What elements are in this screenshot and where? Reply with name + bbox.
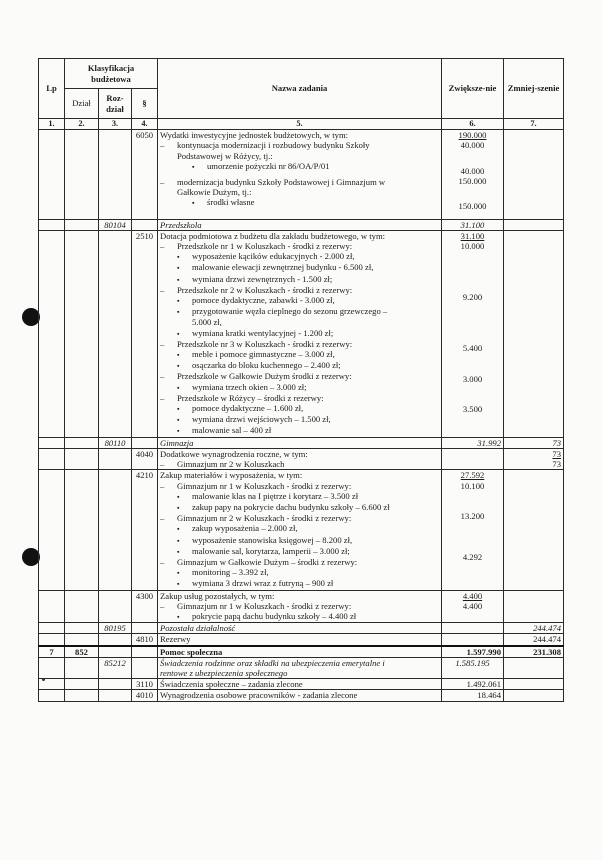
column-number-row xyxy=(39,119,564,130)
row-80104 xyxy=(39,219,564,230)
header-lp: Lp xyxy=(39,59,65,119)
colnum-3: 3. xyxy=(99,119,132,130)
task-description: Zakup usług pozostałych, w tym: – Gimnazjum nr 1 w Koluszkach - środki z rezerwy: ▪ pokrycie papą dachu budynku szkoły – 4.400 zł xyxy=(158,590,442,623)
row-85212 xyxy=(39,657,564,678)
rozdzial-name: Przedszkola xyxy=(158,219,442,230)
task-description: Dotacja podmiotowa z budżetu dla zakładu budżetowego, w tym: – Przedszkole nr 1 w Koluszkach - środki z rezerwy: ▪ wyposażenie kącików edukacyjnych - 2.000 zł, ▪ malowanie elewacji zewnętrznej budynku - 6.500 zł, ▪ wymiana drzwi zewnętrznych - 1.500 zł; – Przedszkole nr 2 w Koluszkach - środki z rezerwy: ▪ pomoce dydaktyczne, zabawki - 3.000 zł, ▪ przygotowanie węzła cieplnego do sezonu grzewczego – 5.000 zł, ▪ wymiana kratki wentylacyjnej - 1.200 zł; – Przedszkole nr 3 w Koluszkach - środki z rezerwy: ▪ meble i pomoce gimnastyczne – 3.000 zł, ▪ osączarka do bloku kuchennego – 2.400 zł; – Przedszkole w Gałkowie Dużym środki z rezerwy: ▪ wymiana trzech okien – 3.000 zł; – Przedszkole w Różycy – środki z rezerwy: ▪ pomoce dydaktyczne – 1.600 zł, ▪ wymiana drzwi wejściowych – 1.500 zł, ▪ malowanie sal – 400 zł xyxy=(158,230,442,437)
increase-values: 31.100 10.000 9.200 5.400 3.000 3.500 xyxy=(442,230,504,437)
increase-value: 31.100 xyxy=(442,219,504,230)
header-row xyxy=(39,59,564,89)
budget-table xyxy=(38,58,564,702)
task-name: Wynagrodzenia osobowe pracowników - zadania zlecone xyxy=(158,690,442,701)
header-klasyfikacja: Klasyfikacja budżetowa xyxy=(65,59,158,89)
paragraph-code: 4210 xyxy=(132,470,158,590)
colnum-1: 1. xyxy=(39,119,65,130)
paragraph-code: 4300 xyxy=(132,590,158,623)
row-4010 xyxy=(39,690,564,701)
row-2510 xyxy=(39,230,564,437)
header-zmniejszenie: Zmniej-szenie xyxy=(504,59,564,119)
decrease-value: 73 xyxy=(504,437,564,448)
lp-value: 7 xyxy=(39,646,65,658)
colnum-5: 5. xyxy=(158,119,442,130)
header-zwiekszenie: Zwiększe-nie xyxy=(442,59,504,119)
dzial-code: 852 xyxy=(65,646,99,658)
row-4810 xyxy=(39,634,564,646)
rozdzial-code: 80195 xyxy=(99,623,132,634)
colnum-4: 4. xyxy=(132,119,158,130)
row-6050 xyxy=(39,130,564,219)
decrease-value: 244.474 xyxy=(504,634,564,646)
decrease-value: 231.308 xyxy=(504,646,564,658)
row-4300 xyxy=(39,590,564,623)
task-name: Rezerwy xyxy=(158,634,442,646)
colnum-7: 7. xyxy=(504,119,564,130)
increase-value: 1.492.061 xyxy=(442,679,504,690)
increase-values: 27.592 10.100 13.200 4.292 xyxy=(442,470,504,590)
colnum-6: 6. xyxy=(442,119,504,130)
header-paragraf: § xyxy=(132,89,158,119)
increase-values: 190.000 40.000 40.000 150.000 150.000 xyxy=(442,130,504,219)
decrease-value: 244.474 xyxy=(504,623,564,634)
rozdzial-name: Pozostała działalność xyxy=(158,623,442,634)
row-4040 xyxy=(39,448,564,469)
task-description: Wydatki inwestycyjne jednostek budżetowych, w tym: – kontynuacja modernizacji i rozbudowy budynku Szkoły Podstawowej w Różycy, tj.: ▪ umorzenie pożyczki nr 86/OA/P/01 – modernizacja budynku Szkoły Podstawowej i Gimnazjum w Gałkowie Dużym, tj.: ▪ środki własne xyxy=(158,130,442,219)
dzial-name: Pomoc społeczna xyxy=(158,646,442,658)
increase-value: 31.992 xyxy=(442,437,504,448)
decrease-values: 73 73 xyxy=(504,448,564,469)
colnum-2: 2. xyxy=(65,119,99,130)
rozdzial-name: Świadczenia rodzinne oraz składki na ubezpieczenia emerytalne i rentowe z ubezpieczenia społecznego xyxy=(158,657,442,678)
paragraph-code: 3110 xyxy=(132,679,158,690)
row-80195 xyxy=(39,623,564,634)
rozdzial-name: Gimnazja xyxy=(158,437,442,448)
paragraph-code: 4040 xyxy=(132,448,158,469)
rozdzial-code: 85212 xyxy=(99,657,132,678)
paragraph-code: 6050 xyxy=(132,130,158,219)
header-rozdzial: Roz-dział xyxy=(99,89,132,119)
row-4210 xyxy=(39,470,564,590)
task-name: Świadczenia społeczne – zadania zlecone xyxy=(158,679,442,690)
paragraph-code: 4810 xyxy=(132,634,158,646)
increase-value: 1.585.195 xyxy=(442,657,504,678)
task-description: Dodatkowe wynagrodzenia roczne, w tym: – Gimnazjum nr 2 w Koluszkach xyxy=(158,448,442,469)
paragraph-code: 4010 xyxy=(132,690,158,701)
increase-values: 4.400 4.400 xyxy=(442,590,504,623)
task-description: Zakup materiałów i wyposażenia, w tym: – Gimnazjum nr 1 w Koluszkach - środki z rezerwy: ▪ malowanie klas na I piętrze i korytarz – 3.500 zł ▪ zakup papy na pokrycie dachu budynku szkoły – 6.600 zł – Gimnazjum nr 2 w Koluszkach - środki z rezerwy: ▪ zakup wyposażenia – 2.000 zł, ▪ wyposażenie stanowiska księgowej – 8.200 zł, ▪ malowanie sal, korytarza, lamperii – 3.000 zł; – Gimnazjum w Gałkowie Dużym – środki z rezerwy: ▪ monitoring – 3.392 zł, ▪ wymiana 3 drzwi wraz z futryną – 900 zł xyxy=(158,470,442,590)
increase-value: 1.597.990 xyxy=(442,646,504,658)
row-852 xyxy=(39,646,564,658)
row-3110 xyxy=(39,679,564,690)
header-nazwa: Nazwa zadania xyxy=(158,59,442,119)
increase-value: 18.464 xyxy=(442,690,504,701)
paragraph-code: 2510 xyxy=(132,230,158,437)
header-dzial: Dział xyxy=(65,89,99,119)
rozdzial-code: 80110 xyxy=(99,437,132,448)
row-80110 xyxy=(39,437,564,448)
rozdzial-code: 80104 xyxy=(99,219,132,230)
